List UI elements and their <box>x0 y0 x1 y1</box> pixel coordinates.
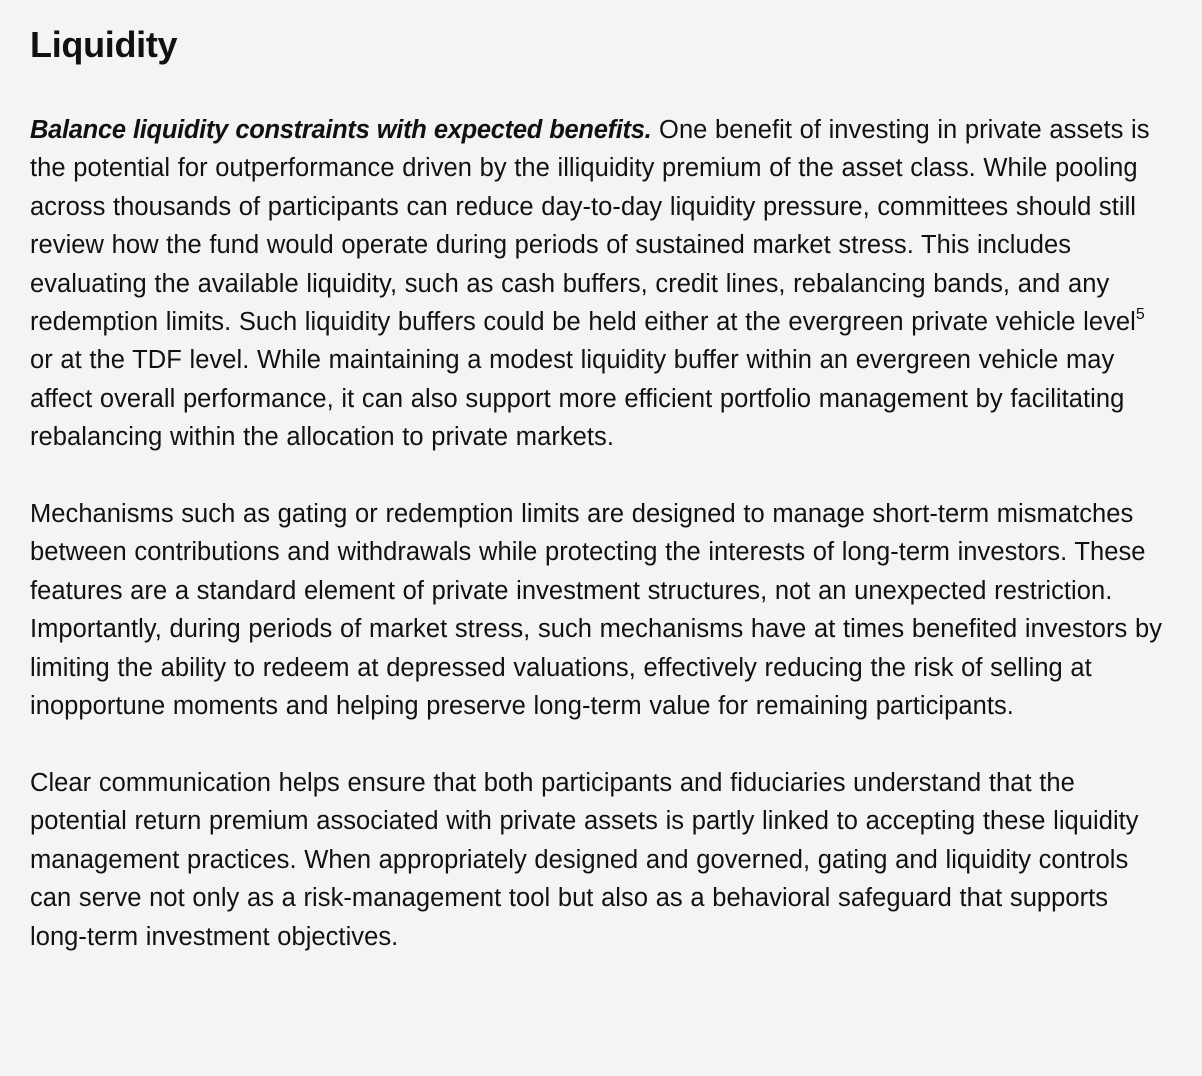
paragraph-gating-mechanisms: Mechanisms such as gating or redemption limits are designed to manage short-term mismatches between contributions and withdrawals while protecting the interests of long-term investors. These features are a standard element of private investment structures, not an unexpected restriction. Importantly, during periods of market stress, such mechanisms have at times benefited investors by limiting the ability to redeem at depressed valuations, effectively reducing the risk of selling at inopportune moments and helping preserve long-term value for remaining participants. <box>30 500 1163 721</box>
paragraph-text-part-1: One benefit of investing in private assets is the potential for outperformance driven by the illiquidity premium of the asset class. While pooling across thousands of participants can reduce day-to-day liquidity pressure, committees should still review how the fund would operate during periods of sustained market stress. This includes evaluating the available liquidity, such as cash buffers, credit lines, rebalancing bands, and any redemption limits. Such liquidity buffers could be held either at the evergreen private vehicle level <box>30 116 1150 337</box>
paragraph-balance-liquidity <box>30 111 1172 457</box>
paragraph-text-part-2: or at the TDF level. While maintaining a modest liquidity buffer within an evergreen vehicle may affect overall performance, it can also support more efficient portfolio management by facilitating rebalancing within the allocation to private markets. <box>30 346 1125 452</box>
section-title: Liquidity <box>30 24 178 65</box>
paragraph-clear-communication: Clear communication helps ensure that both participants and fiduciaries understand that the potential return premium associated with private assets is partly linked to accepting these liquidity management practices. When appropriately designed and governed, gating and liquidity controls can serve not only as a risk-management tool but also as a behavioral safeguard that supports long-term investment objectives. <box>30 768 1139 951</box>
paragraph-lead-phrase: Balance liquidity constraints with expected benefits. <box>30 116 652 144</box>
footnote-reference[interactable]: 5 <box>1135 306 1145 324</box>
